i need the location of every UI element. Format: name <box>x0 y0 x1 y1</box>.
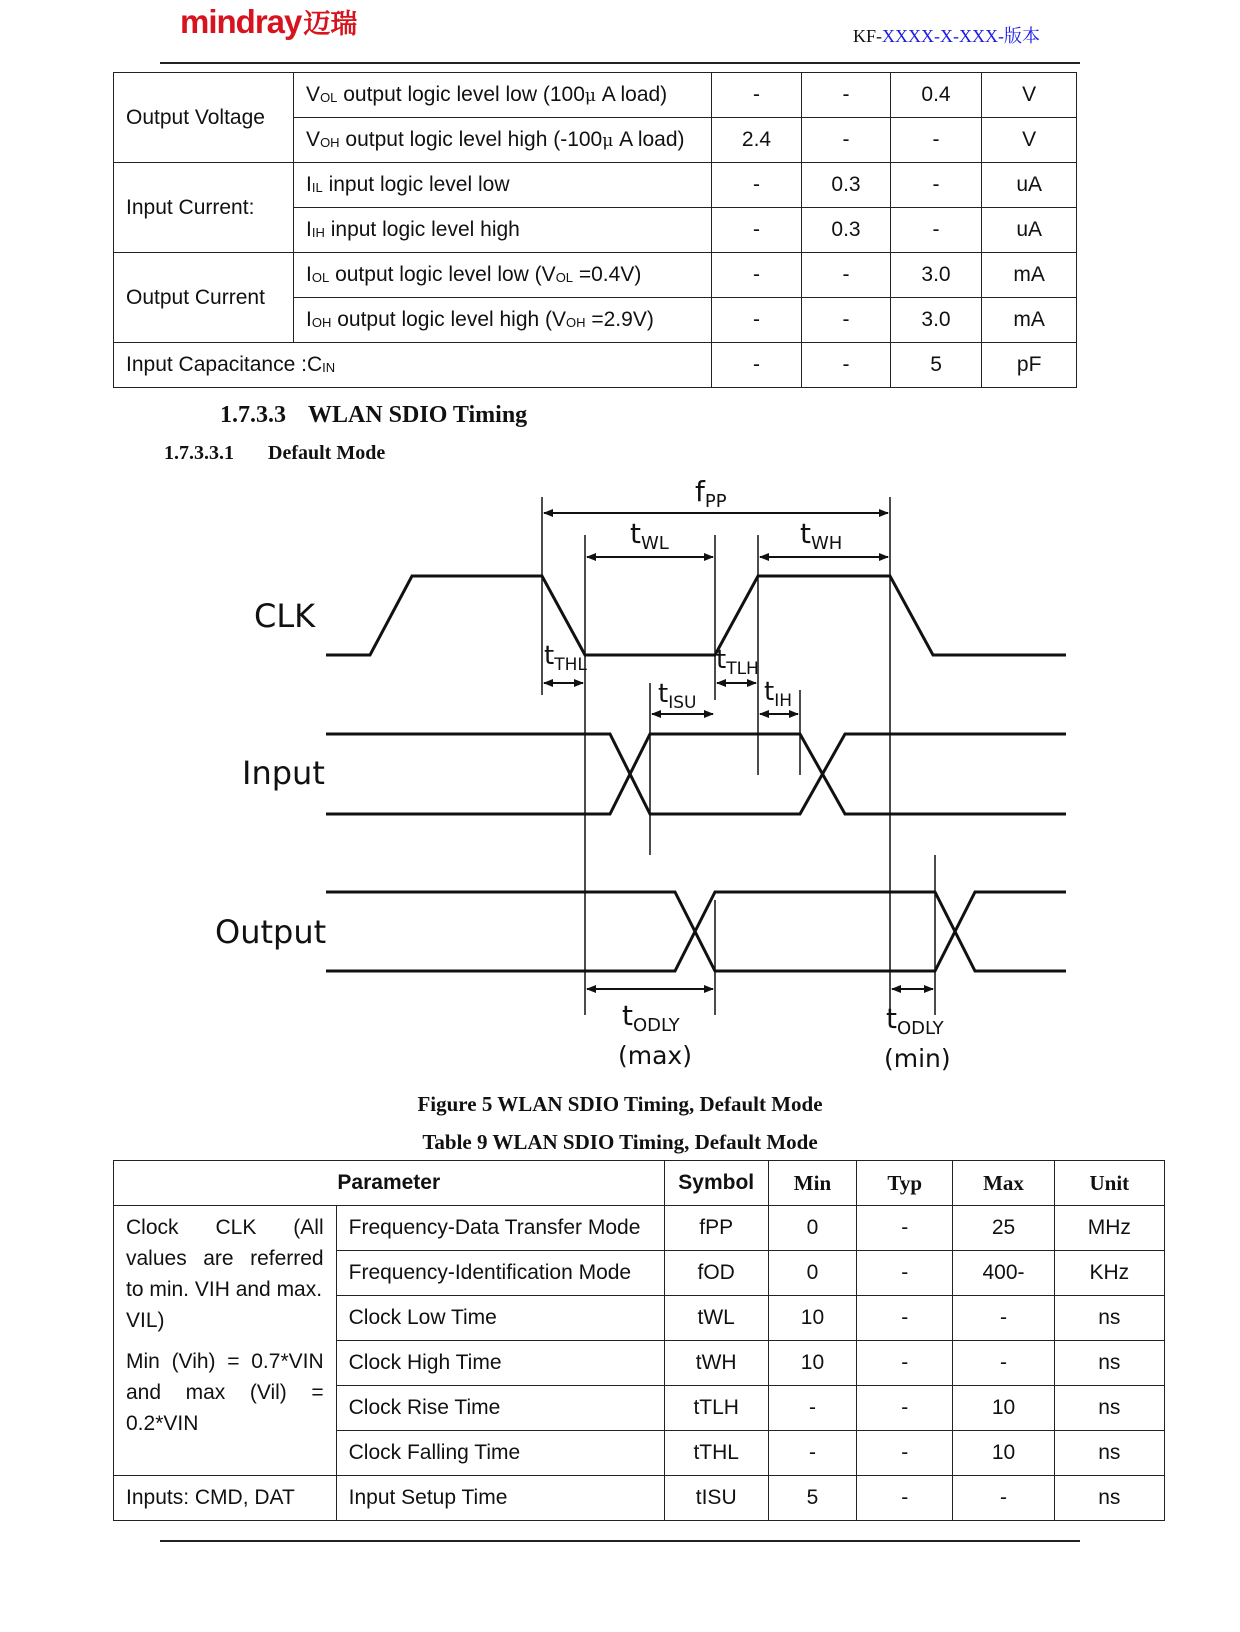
max-cell: 5 <box>890 343 982 388</box>
output-label: Output <box>215 913 327 951</box>
max-cell: 3.0 <box>890 253 982 298</box>
unit-cell: KHz <box>1054 1251 1164 1296</box>
clock-note-line: Clock CLK (All <box>126 1216 324 1239</box>
param-cell: Input Capacitance $:C_{IN}$ <box>114 343 712 388</box>
section-heading: 1.7.3.3 WLAN SDIO Timing <box>220 402 528 428</box>
min-cell: - <box>768 1431 856 1476</box>
typ-cell: - <box>857 1431 953 1476</box>
unit-cell: V <box>982 73 1077 118</box>
typ-cell: - <box>802 343 890 388</box>
min-cell: - <box>711 298 802 343</box>
figure-caption: Figure 5 WLAN SDIO Timing, Default Mode <box>417 1092 823 1116</box>
todly-max-label: $t_{ODLY}$ <box>622 999 680 1036</box>
clk-label: CLK <box>254 597 316 635</box>
param-cell: $I_{OL}$ output logic level low $(V_{OL} =0.4V)$ <box>294 253 712 298</box>
symbol-cell: tWL <box>664 1296 768 1341</box>
param-cell: $V_{OH}$ output logic level high (-100μ A load) <box>294 118 712 163</box>
max-cell: - <box>890 118 982 163</box>
symbol-cell: fPP <box>664 1206 768 1251</box>
symbol-cell: fOD <box>664 1251 768 1296</box>
tih-label: $t_{IH}$ <box>764 677 792 711</box>
min-cell: 5 <box>768 1476 856 1521</box>
twh-label: $t_{WH}$ <box>800 517 843 554</box>
min-cell: - <box>768 1386 856 1431</box>
document-id <box>853 22 1040 48</box>
typ-cell: - <box>802 118 890 163</box>
unit-cell: ns <box>1054 1341 1164 1386</box>
table-caption: Table 9 WLAN SDIO Timing, Default Mode <box>422 1130 818 1154</box>
timing-diagram <box>0 470 1240 1090</box>
unit-cell: mA <box>982 253 1077 298</box>
symbol-cell: tWH <box>664 1341 768 1386</box>
param-cell: $I_{OH}$ output logic level high $(V_{OH} =2.9V)$ <box>294 298 712 343</box>
table-header-row <box>114 1161 1165 1206</box>
param-cell: Frequency-Identification Mode <box>336 1251 664 1296</box>
min-cell: - <box>711 253 802 298</box>
unit-cell: uA <box>982 208 1077 253</box>
max-cell: 0.4 <box>890 73 982 118</box>
min-label: (min) <box>884 1044 951 1073</box>
table-row <box>114 1206 1165 1251</box>
max-cell: - <box>890 163 982 208</box>
clock-note-cell <box>114 1206 337 1476</box>
tthl-label: $t_{THL}$ <box>544 641 587 675</box>
param-cell: Clock Falling Time <box>336 1431 664 1476</box>
header-typ: Typ <box>857 1161 953 1206</box>
input-label: Input <box>242 754 325 792</box>
clock-note-line: 0.2*VIN <box>126 1412 199 1435</box>
clock-note-line: Min (Vih) = 0.7*VIN <box>126 1350 324 1373</box>
min-cell: - <box>711 163 802 208</box>
clock-note-line: VIL) <box>126 1309 165 1332</box>
symbol-cell: tTLH <box>664 1386 768 1431</box>
unit-cell: V <box>982 118 1077 163</box>
min-cell: - <box>711 73 802 118</box>
todly-min-label: $t_{ODLY}$ <box>886 1002 944 1039</box>
unit-cell: ns <box>1054 1296 1164 1341</box>
table-row <box>114 343 1077 388</box>
input-waveform <box>326 734 1066 814</box>
unit-cell: ns <box>1054 1476 1164 1521</box>
fpp-label: $f_{PP}$ <box>695 475 727 512</box>
unit-cell: ns <box>1054 1431 1164 1476</box>
param-cell: $V_{OL}$ output logic level low (100μ A load) <box>294 73 712 118</box>
typ-cell: - <box>857 1206 953 1251</box>
sdio-timing-table <box>113 1160 1165 1521</box>
symbol-cell: tISU <box>664 1476 768 1521</box>
table-row <box>114 1476 1165 1521</box>
max-cell: 25 <box>953 1206 1054 1251</box>
min-cell: 10 <box>768 1296 856 1341</box>
typ-cell: - <box>857 1296 953 1341</box>
param-cell: Clock Rise Time <box>336 1386 664 1431</box>
typ-cell: - <box>802 253 890 298</box>
unit-cell: mA <box>982 298 1077 343</box>
table-row <box>114 253 1077 298</box>
param-cell: $I_{IH}$ input logic level high <box>294 208 712 253</box>
typ-cell: - <box>857 1476 953 1521</box>
min-cell: 0 <box>768 1206 856 1251</box>
company-logo <box>180 2 357 41</box>
output-waveform <box>326 892 1066 971</box>
param-cell: Frequency-Data Transfer Mode <box>336 1206 664 1251</box>
typ-cell: - <box>857 1341 953 1386</box>
typ-cell: - <box>802 298 890 343</box>
group-label: Input Current: <box>114 163 294 253</box>
max-cell: - <box>953 1341 1054 1386</box>
logo-cn-text: 迈瑞 <box>303 9 358 39</box>
max-cell: - <box>890 208 982 253</box>
unit-cell: MHz <box>1054 1206 1164 1251</box>
header-rule <box>160 62 1080 64</box>
group-label: Output Voltage <box>114 73 294 163</box>
clock-note-line: to min. VIH and max. <box>126 1278 323 1301</box>
doc-code: XXXX-X-XXX-版本 <box>882 26 1040 46</box>
tisu-label: $t_{ISU}$ <box>658 679 697 713</box>
min-cell: - <box>711 343 802 388</box>
unit-cell: pF <box>982 343 1077 388</box>
typ-cell: 0.3 <box>802 163 890 208</box>
max-cell: 10 <box>953 1386 1054 1431</box>
group-label: Output Current <box>114 253 294 343</box>
header-unit: Unit <box>1054 1161 1164 1206</box>
electrical-characteristics-table <box>113 72 1077 388</box>
clk-waveform <box>326 576 1066 655</box>
param-cell: Clock High Time <box>336 1341 664 1386</box>
header-min: Min <box>768 1161 856 1206</box>
min-cell: 10 <box>768 1341 856 1386</box>
doc-prefix: KF- <box>853 26 883 46</box>
symbol-cell: tTHL <box>664 1431 768 1476</box>
max-cell: 10 <box>953 1431 1054 1476</box>
max-cell: - <box>953 1476 1054 1521</box>
typ-cell: - <box>802 73 890 118</box>
typ-cell: - <box>857 1386 953 1431</box>
max-cell: 3.0 <box>890 298 982 343</box>
min-cell: 0 <box>768 1251 856 1296</box>
inputs-group-cell: Inputs: CMD, DAT <box>114 1476 337 1521</box>
ttlh-label: $t_{TLH}$ <box>716 645 759 679</box>
max-cell: - <box>953 1296 1054 1341</box>
dimension-arrows <box>544 513 933 989</box>
header-symbol: Symbol <box>664 1161 768 1206</box>
header-max: Max <box>953 1161 1054 1206</box>
unit-cell: uA <box>982 163 1077 208</box>
min-cell: - <box>711 208 802 253</box>
typ-cell: 0.3 <box>802 208 890 253</box>
logo-text: mindray <box>180 3 302 40</box>
max-label: (max) <box>618 1041 692 1070</box>
typ-cell: - <box>857 1251 953 1296</box>
param-cell: Input Setup Time <box>336 1476 664 1521</box>
clock-note-line: and max (Vil) = <box>126 1381 324 1404</box>
subsection-heading: 1.7.3.3.1 Default Mode <box>164 442 386 464</box>
param-cell: $I_{IL}$ input logic level low <box>294 163 712 208</box>
unit-cell: ns <box>1054 1386 1164 1431</box>
twl-label: $t_{WL}$ <box>630 517 669 554</box>
header-parameter: Parameter <box>114 1161 665 1206</box>
table-row <box>114 163 1077 208</box>
max-cell: 400- <box>953 1251 1054 1296</box>
param-cell: Clock Low Time <box>336 1296 664 1341</box>
min-cell: 2.4 <box>711 118 802 163</box>
table-row <box>114 73 1077 118</box>
footer-rule <box>160 1540 1080 1542</box>
clock-note-line: values are referred <box>126 1247 324 1270</box>
